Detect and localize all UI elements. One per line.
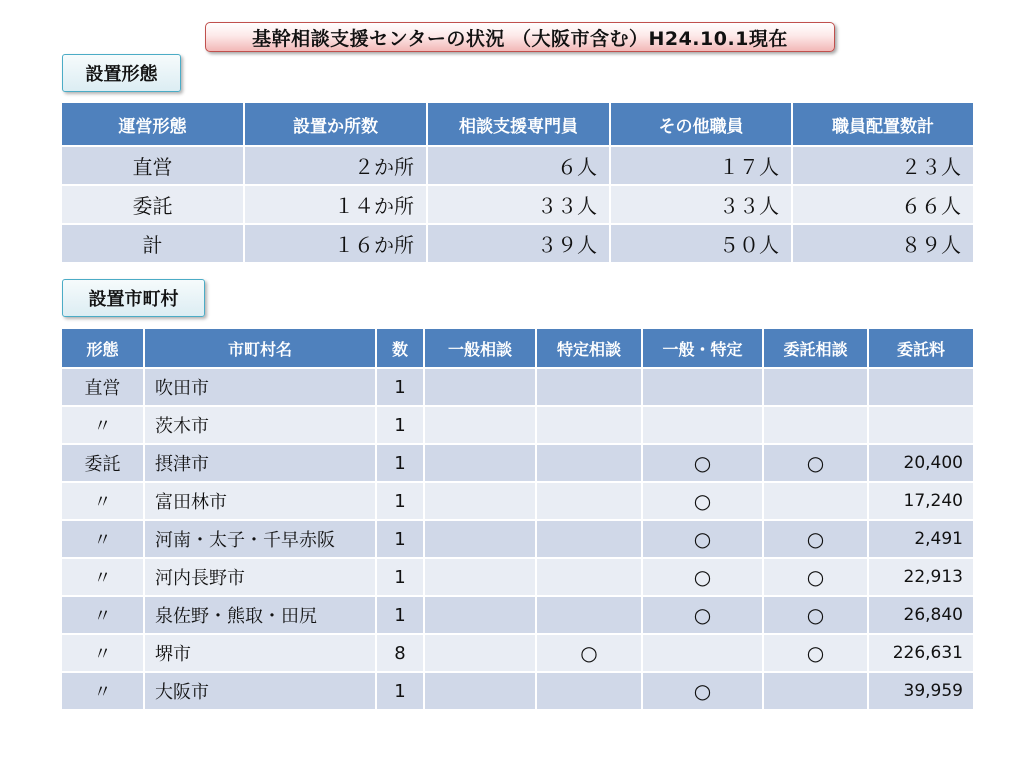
general-consult-cell [424, 406, 536, 444]
specific-consult-cell [536, 482, 642, 520]
summary-cell: ６人 [427, 146, 610, 185]
summary-cell: 直営 [61, 146, 244, 185]
municipality-name-cell: 富田林市 [144, 482, 376, 520]
municipality-row [61, 672, 974, 710]
summary-cell: ３３人 [610, 185, 792, 224]
count-cell: 1 [376, 444, 424, 482]
header-count: 数 [376, 328, 424, 368]
header-municipality-name: 市町村名 [144, 328, 376, 368]
general-consult-cell [424, 368, 536, 406]
general-consult-cell [424, 596, 536, 634]
consignment-fee-cell: 17,240 [868, 482, 974, 520]
count-cell: 1 [376, 368, 424, 406]
municipality-row [61, 482, 974, 520]
summary-cell: 委託 [61, 185, 244, 224]
general-consult-cell [424, 672, 536, 710]
consignment-fee-cell: 20,400 [868, 444, 974, 482]
summary-row-total [61, 224, 974, 263]
header-site-count: 設置か所数 [244, 102, 427, 146]
general-consult-cell [424, 520, 536, 558]
consignment-fee-cell [868, 368, 974, 406]
general-specific-cell: ○ [642, 672, 763, 710]
form-cell: 〃 [61, 482, 144, 520]
consignment-fee-cell: 2,491 [868, 520, 974, 558]
consigned-consult-cell [763, 406, 868, 444]
consigned-consult-cell: ○ [763, 634, 868, 672]
municipality-name-cell: 堺市 [144, 634, 376, 672]
summary-cell: １７人 [610, 146, 792, 185]
municipalities-header-row [61, 328, 974, 368]
municipality-name-cell: 大阪市 [144, 672, 376, 710]
specific-consult-cell [536, 444, 642, 482]
specific-consult-cell [536, 406, 642, 444]
summary-cell: ３９人 [427, 224, 610, 263]
form-cell: 〃 [61, 558, 144, 596]
general-specific-cell: ○ [642, 520, 763, 558]
count-cell: 1 [376, 672, 424, 710]
form-cell: 〃 [61, 634, 144, 672]
municipality-name-cell: 泉佐野・熊取・田尻 [144, 596, 376, 634]
specific-consult-cell [536, 596, 642, 634]
count-cell: 1 [376, 482, 424, 520]
header-specific-consult: 特定相談 [536, 328, 642, 368]
summary-cell: ２か所 [244, 146, 427, 185]
summary-cell: ２３人 [792, 146, 974, 185]
summary-cell: ３３人 [427, 185, 610, 224]
specific-consult-cell [536, 520, 642, 558]
summary-cell: １４か所 [244, 185, 427, 224]
summary-header-row [61, 102, 974, 146]
count-cell: 1 [376, 520, 424, 558]
consigned-consult-cell: ○ [763, 558, 868, 596]
header-general-consult: 一般相談 [424, 328, 536, 368]
general-specific-cell: ○ [642, 558, 763, 596]
general-specific-cell [642, 368, 763, 406]
summary-cell: ８９人 [792, 224, 974, 263]
form-cell: 〃 [61, 520, 144, 558]
consignment-fee-cell: 226,631 [868, 634, 974, 672]
general-consult-cell [424, 444, 536, 482]
slide-title: 基幹相談支援センターの状況 （大阪市含む）H24.10.1現在 [205, 22, 835, 52]
general-specific-cell: ○ [642, 596, 763, 634]
section-label-form: 設置形態 [62, 54, 181, 92]
specific-consult-cell: ○ [536, 634, 642, 672]
summary-cell: １６か所 [244, 224, 427, 263]
form-cell: 委託 [61, 444, 144, 482]
general-consult-cell [424, 634, 536, 672]
header-general-specific: 一般・特定 [642, 328, 763, 368]
count-cell: 1 [376, 406, 424, 444]
general-specific-cell: ○ [642, 444, 763, 482]
header-form: 形態 [61, 328, 144, 368]
general-specific-cell [642, 406, 763, 444]
general-specific-cell: ○ [642, 482, 763, 520]
municipality-row [61, 634, 974, 672]
summary-table [60, 101, 975, 264]
municipality-row [61, 406, 974, 444]
header-consigned-consult: 委託相談 [763, 328, 868, 368]
consignment-fee-cell: 22,913 [868, 558, 974, 596]
count-cell: 8 [376, 634, 424, 672]
general-consult-cell [424, 482, 536, 520]
header-specialists: 相談支援専門員 [427, 102, 610, 146]
summary-row-consigned [61, 185, 974, 224]
general-consult-cell [424, 558, 536, 596]
summary-cell: ６６人 [792, 185, 974, 224]
form-cell: 直営 [61, 368, 144, 406]
consigned-consult-cell: ○ [763, 596, 868, 634]
header-consignment-fee: 委託料 [868, 328, 974, 368]
header-operation-type: 運営形態 [61, 102, 244, 146]
consignment-fee-cell: 26,840 [868, 596, 974, 634]
specific-consult-cell [536, 558, 642, 596]
summary-cell: ５０人 [610, 224, 792, 263]
municipality-name-cell: 茨木市 [144, 406, 376, 444]
form-cell: 〃 [61, 596, 144, 634]
section-label-municipalities: 設置市町村 [62, 279, 205, 317]
consignment-fee-cell [868, 406, 974, 444]
count-cell: 1 [376, 596, 424, 634]
consigned-consult-cell [763, 482, 868, 520]
summary-row-direct [61, 146, 974, 185]
specific-consult-cell [536, 368, 642, 406]
municipality-row [61, 558, 974, 596]
form-cell: 〃 [61, 672, 144, 710]
general-specific-cell [642, 634, 763, 672]
municipality-row [61, 520, 974, 558]
municipality-name-cell: 摂津市 [144, 444, 376, 482]
municipality-row [61, 368, 974, 406]
summary-cell: 計 [61, 224, 244, 263]
consigned-consult-cell: ○ [763, 520, 868, 558]
consigned-consult-cell [763, 368, 868, 406]
municipality-row [61, 444, 974, 482]
municipality-name-cell: 吹田市 [144, 368, 376, 406]
form-cell: 〃 [61, 406, 144, 444]
header-total-staff: 職員配置数計 [792, 102, 974, 146]
municipality-name-cell: 河南・太子・千早赤阪 [144, 520, 376, 558]
consignment-fee-cell: 39,959 [868, 672, 974, 710]
header-other-staff: その他職員 [610, 102, 792, 146]
count-cell: 1 [376, 558, 424, 596]
municipalities-table [60, 327, 975, 711]
municipality-name-cell: 河内長野市 [144, 558, 376, 596]
municipality-row [61, 596, 974, 634]
consigned-consult-cell [763, 672, 868, 710]
consigned-consult-cell: ○ [763, 444, 868, 482]
specific-consult-cell [536, 672, 642, 710]
